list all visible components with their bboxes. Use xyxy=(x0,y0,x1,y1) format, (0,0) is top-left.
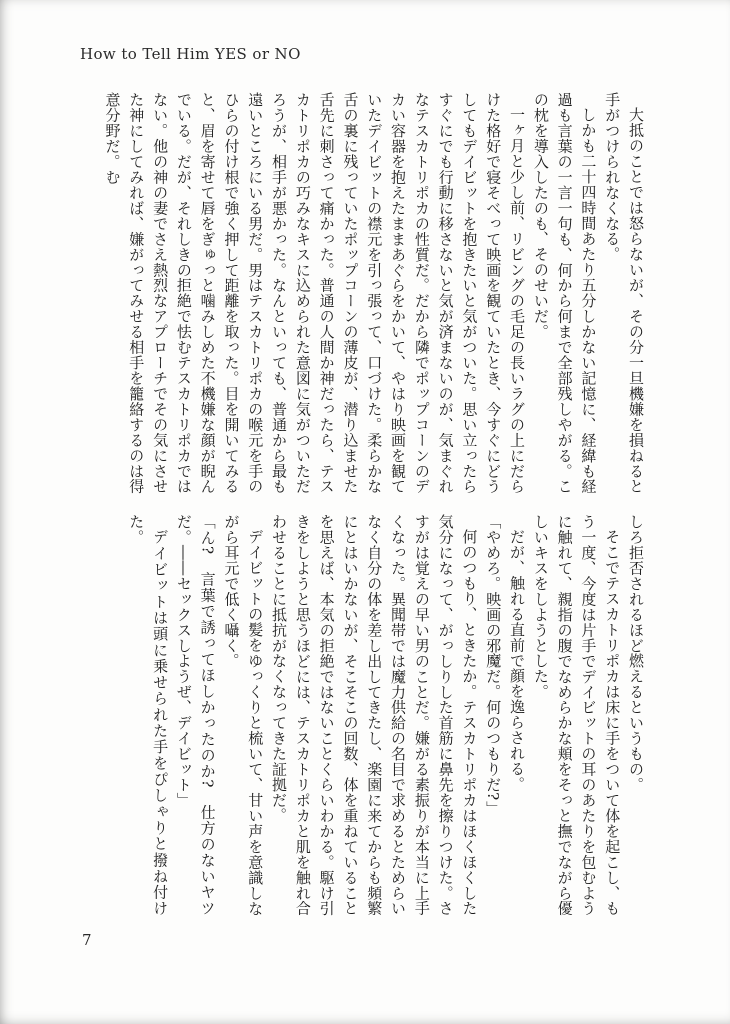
paragraph: デイビットの髪をゆっくりと梳いて、甘い声を意識しながら耳元で低く囁く。 xyxy=(222,514,265,916)
text-block-top xyxy=(100,92,647,494)
running-header-title: How to Tell Him YES or NO xyxy=(80,45,301,63)
paragraph: だが、触れる直前で顔を逸らされる。 xyxy=(508,529,527,792)
paragraph: 一ヶ月と少し前、リビングの毛足の長いラグの上にだらけた格好で寝そべって映画を観ていたとき、今すぐにどうしてもデイビットを抱きたいと気がついた。思い立ったらすぐにでも行動に移さないと気が済まないのが、気まぐれなテスカトリポカの性質だ。だから隣でポップコーンのデカい容器を抱えたままあぐらをかいて、やはり映画を観ていたデイビットの襟元を引っ張って、口づけた。柔らかな舌の裏に残っていたポップコーンの薄皮が、潜り込ませた舌先に刺さって痛かった。普通の人間か神だったら、テスカトリポカの巧みなキスに込められた意図に気がついただろうが、相手が悪かった。なんといっても、普通から最も遠いところにいる男だ。男はテスカトリポカの喉元を手のひらの付け根で強く押して距離を取った。目を開いてみると、眉を寄せて唇をぎゅっと噛みしめた不機嫌な顔が睨んでいる。だが、それしきの拒絶で怯むテスカトリポカではない。他の神の妻でさえ熱烈なアプローチでその気にさせた神にしてみれば、嫌がってみせる相手を籠絡するのは得意分野だ。む xyxy=(103,92,527,494)
page-number: 7 xyxy=(82,931,92,949)
paragraph: そこでテスカトリポカは床に手をついて体を起こし、もう一度、今度は片手でデイビットの耳のあたりを包むように触れて、親指の腹でなめらかな頬をそっと撫でながら優しいキスをしようとした。 xyxy=(531,514,622,916)
text-block-bottom xyxy=(123,514,647,916)
paragraph: しかも二十四時間あたり五分しかない記憶に、経緯も経過も言葉の一言一句も、何から何まで全部残しやがる。この枕を導入したのも、そのせいだ。 xyxy=(531,92,598,494)
paragraph: 何のつもり、ときたか。テスカトリポカはほくほくした気分になって、がっしりした首筋に鼻先を擦りつけた。さすがは覚えの早い男のことだ。嫌がる素振りが本当に上手くなった。異聞帯では魔力供給の名目で求めるとためらいなく自分の体を差し出してきたし、楽園に来てからも頻繁にとはいかないが、そこそこの回数、体を重ねていることを思えば、本気の拒絶ではないことくらいわかる。駆け引きをしようと思うほどには、テスカトリポカと肌を触れ合わせることに抵抗がなくなってきた証拠だ。 xyxy=(270,514,479,916)
paragraph: デイビットは頭に乗せられた手をぴしゃりと撥ね付けた。 xyxy=(127,514,170,916)
paragraph: 「ん? 言葉で誘ってほしかったのか? 仕方のないヤツだ。――セックスしようぜ、デイビット」 xyxy=(174,514,217,916)
paragraph: 「やめろ。映画の邪魔だ。何のつもりだ?」 xyxy=(484,514,503,817)
paragraph: 大抵のことでは怒らないが、その分一旦機嫌を損ねると手がつけられなくなる。 xyxy=(603,92,645,494)
paragraph: しろ拒否されるほど燃えるというもの。 xyxy=(627,514,645,793)
